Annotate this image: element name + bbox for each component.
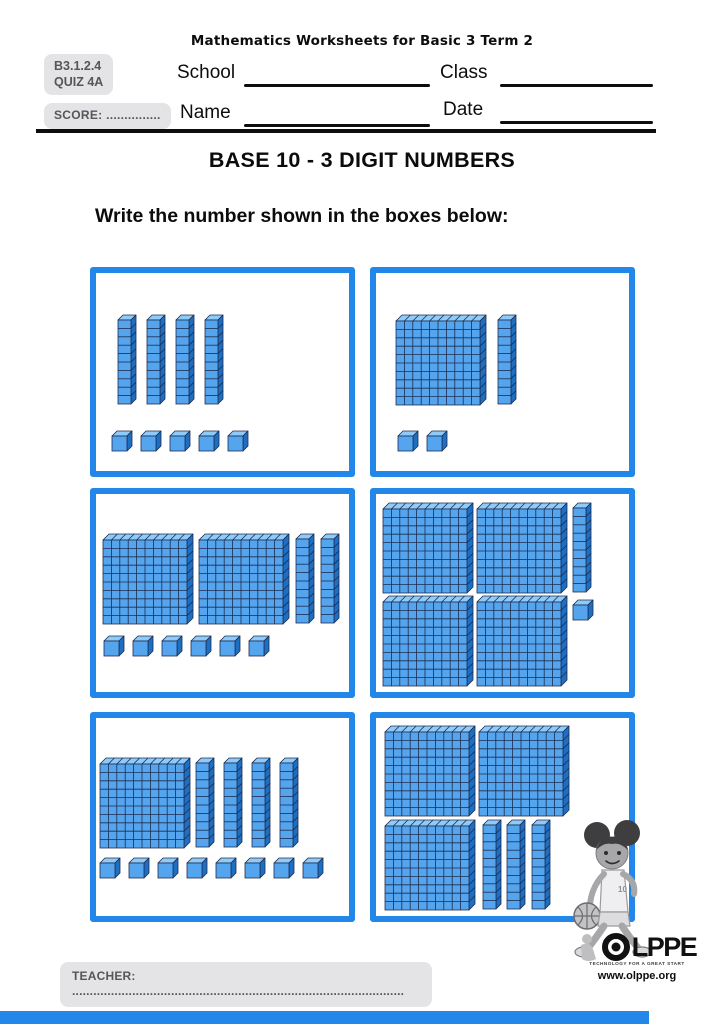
logo-o-icon	[601, 932, 631, 962]
blocks-box-3	[90, 488, 355, 698]
bottom-accent-bar	[0, 1011, 649, 1024]
svg-text:10: 10	[618, 885, 627, 894]
logo-tagline: TECHNOLOGY FOR A GREAT START	[589, 962, 685, 967]
header-divider	[36, 129, 656, 133]
class-label: Class	[440, 62, 488, 83]
base10-blocks-figure	[96, 718, 349, 916]
quiz-code-line1: B3.1.2.4	[54, 59, 102, 73]
school-write-line	[244, 84, 430, 87]
blocks-box-1	[90, 267, 355, 477]
logo-letters: LPPE	[631, 931, 697, 962]
instruction-text: Write the number shown in the boxes below:	[95, 205, 509, 227]
olppe-logo	[562, 930, 712, 982]
base10-blocks-figure	[376, 494, 629, 692]
name-write-line	[244, 124, 430, 127]
blocks-box-5	[90, 712, 355, 922]
name-label: Name	[180, 102, 231, 123]
page-title: BASE 10 - 3 DIGIT NUMBERS	[208, 148, 516, 172]
quiz-code-badge	[44, 54, 113, 95]
base10-blocks-figure	[376, 273, 629, 471]
blocks-box-4	[370, 488, 635, 698]
series-title: Mathematics Worksheets for Basic 3 Term 2	[190, 33, 534, 49]
date-label: Date	[443, 99, 484, 120]
blocks-box-2	[370, 267, 635, 477]
school-label: School	[177, 62, 236, 83]
logo-silhouette-icon	[578, 931, 600, 963]
base10-blocks-figure	[96, 273, 349, 471]
date-write-line	[500, 121, 653, 124]
logo-website: www.olppe.org	[597, 970, 677, 982]
class-write-line	[500, 84, 653, 87]
quiz-code-line2: QUIZ 4A	[54, 74, 104, 89]
base10-blocks-figure	[96, 494, 349, 692]
score-pill: SCORE: ...............	[44, 103, 171, 129]
teacher-pill: TEACHER: ..............................................................................................	[60, 962, 432, 1007]
